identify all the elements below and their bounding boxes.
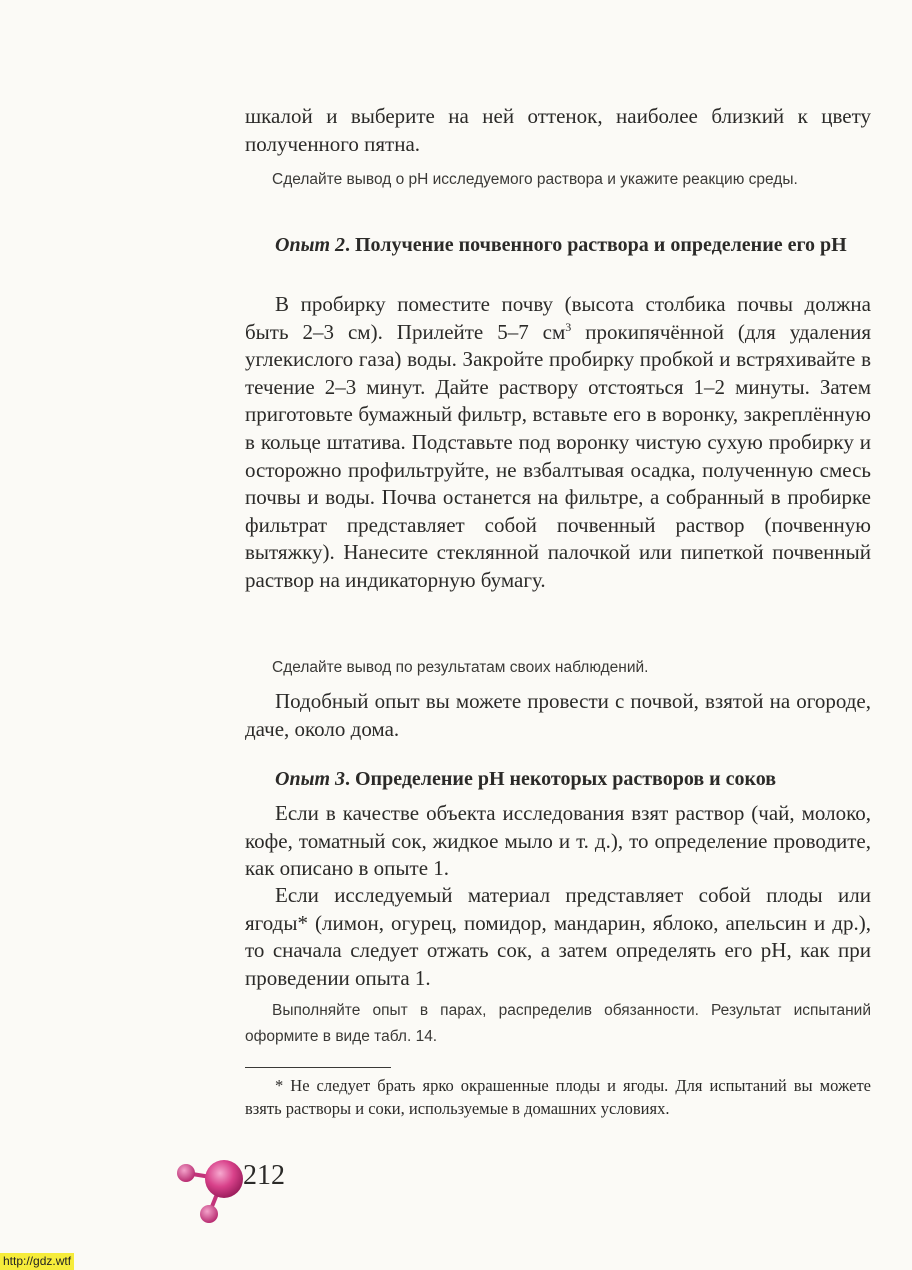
cubic-superscript: 3 [565,319,572,334]
continuation-paragraph: шкалой и выберите на ней оттенок, наиболее близкий к цвету полученного пятна. [245,104,871,156]
experiment-3-heading [245,766,871,792]
experiment-3-label: Опыт 3 [275,768,345,790]
footnote: * Не следует брать ярко окрашенные плоды и ягоды. Для испытаний вы можете взять растворы и соки, используемые в домашних условиях. [245,1076,871,1118]
page-number: 212 [243,1160,285,1191]
footnote-divider [245,1067,391,1068]
experiment-2-text-2: прокипячённой (для удаления углекислого газа) воды. Закройте пробирку пробкой и встряхивайте в течение 2–3 минут. Дайте раствору отстояться 1–2 минуты. Затем приготовьте бумажный фильтр, вставьте его в воронку, закреплённую в кольце штатива. Подставьте под воронку чистую сухую пробирку и осторожно профильтруйте, не взбалтывая осадка, полученную смесь почвы и воды. Почва останется на фильтре, а собранный в пробирке фильтрат представляет собой почвенный раствор (почвенную вытяжку). Нанесите стеклянной палочкой или пипеткой почвенный раствор на индикаторную бумагу. [245,319,871,592]
experiment-2-note: Подобный опыт вы можете провести с почвой, взятой на огороде, даче, около дома. [245,689,871,741]
experiment-2-label: Опыт 2 [275,234,345,256]
experiment-2-instruction: Сделайте вывод по результатам своих наблюдений. [272,659,649,676]
experiment-3-paragraph-1: Если в качестве объекта исследования взят раствор (чай, молоко, кофе, томатный сок, жидкое мыло и т. д.), то определение проводите, как описано в опыте 1. [245,801,871,881]
experiment-3-paragraph-2: Если исследуемый материал представляет собой плоды или ягоды* (лимон, огурец, помидор, мандарин, яблоко, апельсин и др.), то сначала следует отжать сок, а затем определять его pH, как при проведении опыта 1. [245,883,871,990]
experiment-3-instruction: Выполняйте опыт в парах, распределив обязанности. Результат испытаний оформите в виде табл. 14. [245,1002,871,1045]
experiment-2-text-1: В пробирку поместите почву (высота столбика почвы должна быть 2–3 см). Прилейте 5–7 см [245,292,871,344]
experiment-3-title: . Определение pH некоторых растворов и соков [345,768,777,790]
molecule-icon [168,1150,248,1230]
experiment-2-heading [245,232,871,258]
watermark-link[interactable]: http://gdz.wtf [0,1253,74,1270]
experiment-2-procedure [245,291,871,595]
experiment-2-title: . Получение почвенного раствора и определение его pH [345,234,847,256]
instruction-conclusion-ph: Сделайте вывод о pH исследуемого раствора и укажите реакцию среды. [272,171,798,188]
